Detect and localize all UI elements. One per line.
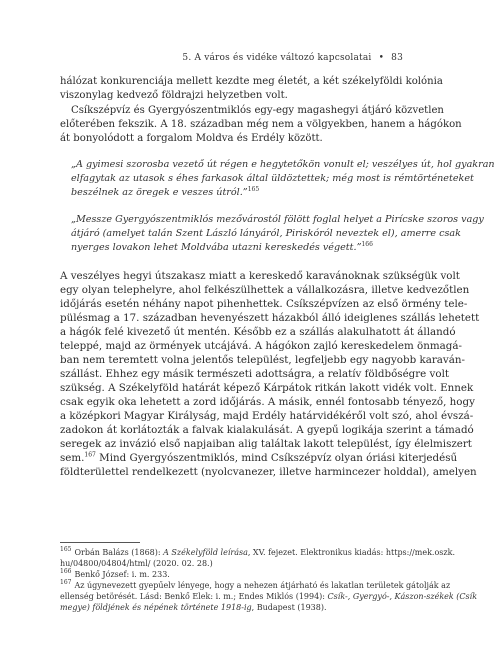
footnote-number: 166 [60,568,72,576]
running-head [0,53,403,63]
cited-title: megye) földjének és népének története 1918-ig [60,603,252,612]
text-line: a hágók felé kivezető út mentén. Később ez a szállás alakulhatott át állandó [60,326,456,338]
footnote-number: 165 [60,546,72,554]
quote-line: „A gyimesi szorosba vezető út régen e hegytetőkön vonult el; veszélyes út, hol gyakran [71,159,495,170]
text-line: szállást. Ehhez egy másik természeti adottságra, a relatív földbőségre volt [60,368,449,380]
text-line: csak egyik oka lehetett a zord időjárás. A másik, ennél fontosabb tényező, hogy [60,396,475,408]
text-line: teleppé, majd az örmények utcájává. A hágókon zajló kereskedelem önmagá- [60,340,462,352]
quote-line: átjáró (amelyet talán Szent László lányáról, Piriskóról neveztek el), amerre csak [71,228,461,239]
text-line: szükség. A Székelyföld határát képező Kárpátok ritkán lakott vidék volt. Ennek [60,382,474,394]
text-line: A veszélyes hegyi útszakasz miatt a kereskedő karavánoknak szükségük volt [60,270,460,282]
text-line: Csíkszépvíz és Gyergyószentmiklós egy-egy magashegyi átjáró közvetlen [71,105,444,116]
text-line: zadokon át korlátozták a falvak kialakulását. A gyepű logikája szerint a támadó [60,424,474,436]
text-line: egy olyan telephelyre, ahol felkészülhettek a vállalkozásra, illetve kedvezőtlen [60,284,470,296]
text-line: seregek az invázió első napjaiban alig találtak lakott települést, így élelmiszert [60,438,472,450]
footnote-167: $^{167}$ Az úgynevezett gyepűelv lényege, hogy a nehezen átjárható és lakatlan területek gátolják az [60,579,451,590]
cited-title: A Székelyföld leírása [163,548,248,557]
footnote-165-url[interactable]: hu/04800/04804/html/ (2020. 02. 28.) [60,559,213,568]
footnote-166: $^{166}$ Benkő József: i. m. 233. [60,568,170,579]
footnote-divider [60,542,140,543]
block-quote-piricske [71,213,484,255]
footnote-number: 167 [60,579,72,587]
quote-line: beszélnek az öregek e veszes útról.”$^{165}$ [71,185,260,198]
footnotes [60,546,478,613]
block-quote-gyimes [71,158,495,200]
paragraph-passes [60,104,462,146]
quote-line: elfagytak az utasok s éhes farkasok által üldöztettek; még most is rémtörténeteket [71,173,474,184]
text-line: időjárás esetén néhány napot pihenhettek. Csíkszépvízen az első örmény tele- [60,298,468,310]
intro-paragraph [60,75,443,103]
text-line: hálózat konkurenciája mellett kezdte meg életét, a két székelyföldi kolónia [60,76,443,87]
text-line: sem.$^{167}$ Mind Gyergyószentmiklós, mind Csíkszépvíz olyan óriási kiterjedésű [60,451,458,464]
cited-title: Csík-, Gyergyó-, Kászon-székek (Csík [327,592,478,601]
text-line: viszonylag kedvező földrajzi helyzetben volt. [60,90,288,101]
separator-bullet: • [378,53,385,63]
text-line: pülésmag a 17. században hevenyészett házakból álló ideiglenes szállás lehetett [60,312,480,324]
footnote-167-cont: megye) földjének és népének története 1918-ig, Budapest (1938). [60,603,327,612]
section-title: 5. A város és vidéke változó kapcsolatai [182,53,372,63]
text-line: földterülettel rendelkezett (nyolcvanezer, illetve harmincezer holddal), amelyen [60,466,477,478]
text-line: ban nem teremtett volna jelentős települést, legfeljebb egy nagyobb karaván- [60,354,465,366]
text-line: a középkori Magyar Királyság, majd Erdély határvidékéről volt szó, ahol évszá- [60,410,474,422]
footnote-ref[interactable]: 166 [361,240,373,248]
footnote-167-cont: ellenség betörését. Lásd: Benkő Elek: i. m.; Endes Miklós (1994): Csík-, Gyergyó-, Kászon-székek (Csík [60,592,478,601]
main-paragraph [60,269,480,479]
text-line: előterében fekszik. A 18. században még nem a völgyekben, hanem a hágókon [60,119,462,130]
page-number: 83 [391,53,403,63]
text-line: át bonyolódott a forgalom Moldva és Erdély között. [60,133,323,144]
quote-line: nyerges lovakon lehet Moldvába utazni kereskedés végett.”$^{166}$ [71,240,373,253]
footnote-ref[interactable]: 165 [247,185,260,193]
footnote-ref[interactable]: 167 [84,451,96,459]
footnote-165: $^{165}$ Orbán Balázs (1868): A Székelyföld leírása, XV. fejezet. Elektronikus kiadás: https://mek.oszk. [60,546,455,557]
quote-line: „Messze Gyergyószentmiklós mezővárostól fölött foglal helyet a Pirícske szoros vagy [71,214,484,225]
